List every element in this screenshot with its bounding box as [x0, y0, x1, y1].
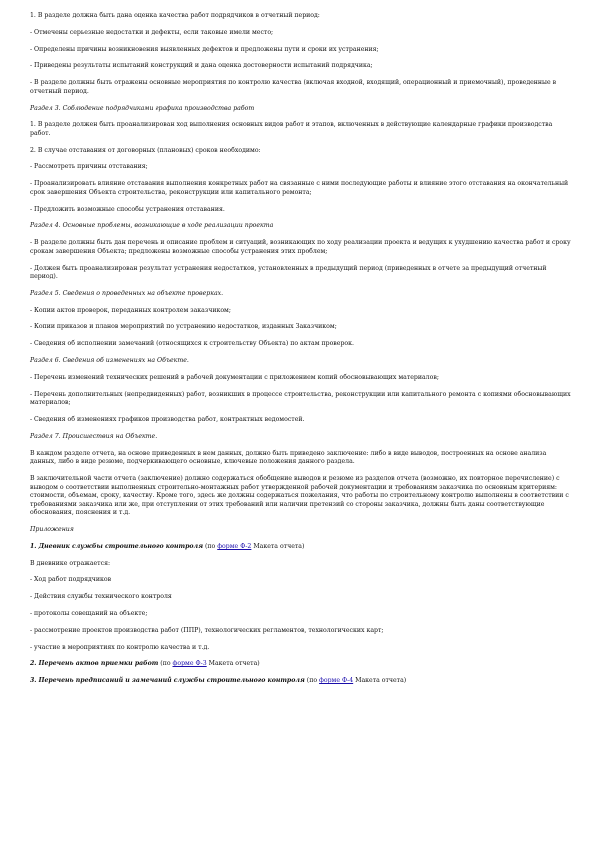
body-paragraph: - В разделе должны быть дан перечень и описание проблем и ситуаций, возникающих по ходу реализации проекта и ведущих к ухудшению качества работ и сроку срокам завершения Объекта; предложены возможные способы устранения этих проблем;	[30, 239, 571, 255]
appendix-item	[30, 677, 573, 686]
body-paragraph: - Предложить возможные способы устранения отставания.	[30, 205, 225, 213]
body-paragraph: - В разделе должны быть отражены основные мероприятия по контролю качества (включая входной, входящий, операционный и приемочный), проведенные в отчетный период.	[30, 79, 557, 95]
appendix-title: 2. Перечень актов приемки работ	[30, 660, 159, 668]
section-heading: Раздел 5. Сведения о проведенных на объекте проверках.	[30, 289, 224, 297]
body-paragraph: - Рассмотреть причины отставания;	[30, 163, 148, 171]
appendix-suffix: Макета отчета)	[251, 542, 305, 550]
appendix-title: 3. Перечень предписаний и замечаний службы строительного контроля	[30, 677, 305, 685]
appendix-suffix: Макета отчета)	[353, 677, 407, 685]
appendix-title: 1. Дневник службы строительного контроля	[30, 542, 204, 550]
body-paragraph: - Определены причины возникновения выявленных дефектов и предложены пути и сроки их устранения;	[30, 45, 379, 53]
body-paragraph: - Копии приказов и планов мероприятий по устранению недостатков, изданных Заказчиком;	[30, 323, 337, 331]
section-heading: Раздел 3. Соблюдение подрядчиками графика производства работ	[30, 104, 255, 112]
section-heading: Приложения	[30, 526, 74, 534]
section-heading: Раздел 6. Сведения об изменениях на Объекте.	[30, 357, 189, 365]
appendix-mid: (по	[304, 677, 320, 685]
body-paragraph: - Проанализировать влияние отставания выполнения конкретных работ на связанные с ними последующие работы и влияние этого отставания на окончательный срок завершения Объекта строительства, реконструкции или капитального ремонта;	[30, 180, 569, 196]
body-paragraph: - Должен быть проанализирован результат устранения недостатков, установленных в предыдущий период (приведенных в отчете за предыдущий отчетный период).	[30, 264, 547, 281]
body-paragraph: - Ход работ подрядчиков	[30, 576, 112, 584]
body-paragraph: В каждом разделе отчета, на основе приведенных в нем данных, должно быть приведено заключение: либо в виде выводов, построенных на основе анализа данных, либо в виде резюме, подчеркивающего основные, ключевые положения данного раздела.	[30, 449, 547, 466]
body-paragraph: В заключительной части отчета (заключение) должно содержаться обобщение выводов и резюме из разделов отчета (возможно, их повторное перечисление) с выводом о соответствии выполненных строительно-монтажных работ утвержденной рабочей документации и требованиям заказчика по основным критериям: стоимости, объемам, сроку, качеству. Кроме того, здесь же должны содержаться пожелания, что работы по строительному контролю выполнены в соответствии с требованиями заказчика или же, при отступлении от этих требований или наличии претензий со стороны заказчика, должны быть даны соответствующие обоснования, пояснения и т.д.	[30, 474, 569, 517]
form-link[interactable]: форме Ф-3	[172, 660, 207, 668]
body-paragraph: - протоколы совещаний на объекте;	[30, 609, 148, 617]
body-paragraph: 1. В разделе должен быть проанализирован ход выполнения основных видов работ и этапов, включенных в действующие календарные графики производства работ.	[30, 121, 553, 137]
body-paragraph: - Действия службы технического контроля	[30, 593, 172, 601]
body-paragraph: - Сведения об изменениях графиков производства работ, контрактных ведомостей.	[30, 415, 305, 423]
body-paragraph: - рассмотрение проектов производства работ (ППР), технологических регламентов, технологических карт;	[30, 626, 384, 634]
body-paragraph: - Перечень изменений технических решений в рабочей документации с приложением копий обосновывающих материалов;	[30, 373, 439, 381]
section-heading: Раздел 4. Основные проблемы, возникающие в ходе реализации проекта	[30, 222, 274, 230]
body-paragraph: В дневнике отражается:	[30, 559, 111, 567]
body-paragraph: - Сведения об исполнении замечаний (относящихся к строительству Объекта) по актам проверок.	[30, 340, 354, 348]
body-paragraph: 2. В случае отставания от договорных (плановых) сроков необходимо:	[30, 146, 261, 154]
body-paragraph: 1. В разделе должна быть дана оценка качества работ подрядчиков в отчетный период:	[30, 12, 320, 19]
appendix-item	[30, 660, 573, 669]
body-paragraph: - Перечень дополнительных (непредвиденных) работ, возникших в процессе строительства, реконструкции или капитального ремонта с копиями обосновывающих материалов;	[30, 390, 571, 407]
appendix-item	[30, 543, 573, 552]
body-paragraph: - Копии актов проверок, переданных контролем заказчиком;	[30, 306, 231, 314]
appendix-suffix: Макета отчета)	[206, 660, 260, 668]
appendix-mid: (по	[203, 542, 218, 550]
section-heading: Раздел 7. Происшествия на Объекте.	[30, 432, 158, 440]
form-link[interactable]: форме Ф-2	[217, 542, 252, 550]
body-paragraph: - Приведены результаты испытаний конструкций и дана оценка достоверности испытаний подрядчика;	[30, 62, 373, 70]
form-link[interactable]: форме Ф-4	[319, 677, 354, 685]
body-paragraph: - Отмечены серьезные недостатки и дефекты, если таковые имели место;	[30, 28, 274, 36]
body-paragraph: - участие в мероприятиях по контролю качества и т.д.	[30, 643, 210, 651]
appendix-mid: (по	[158, 660, 173, 668]
